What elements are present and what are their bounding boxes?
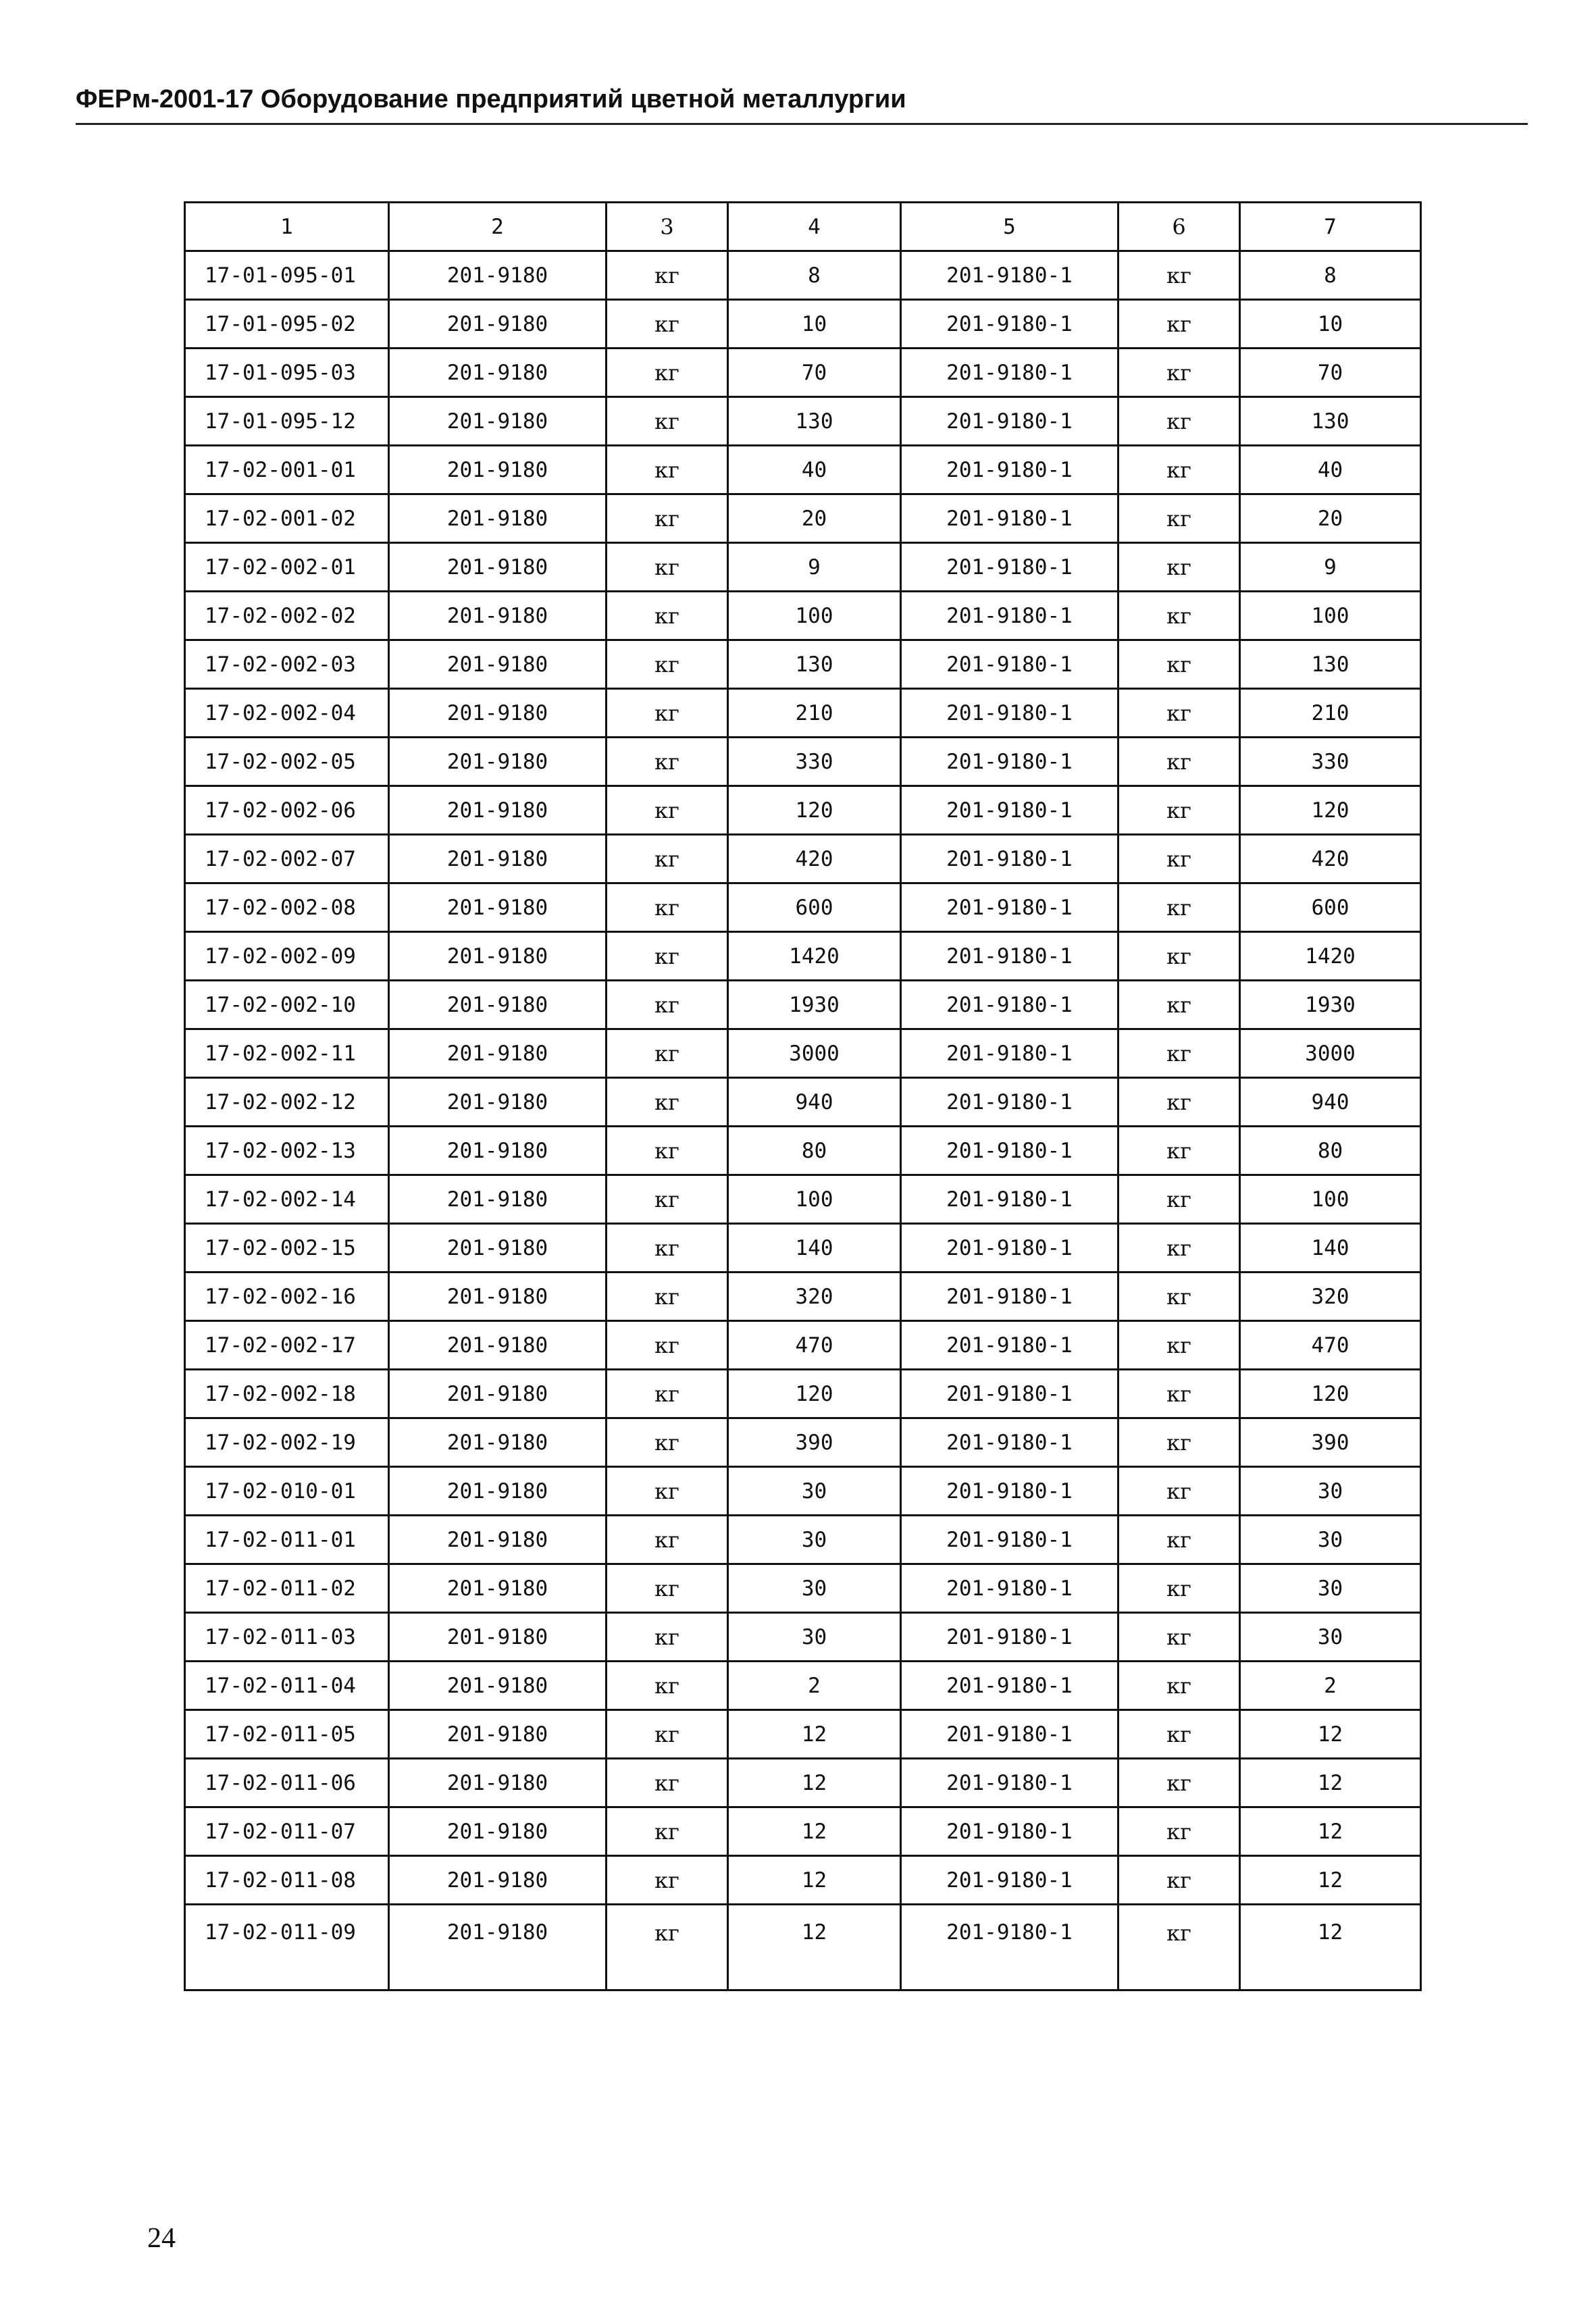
table-header-row [185, 203, 1421, 251]
new-quantity-cell: 390 [1240, 1418, 1421, 1467]
new-resource-code-cell: 201-9180-1 [901, 1564, 1118, 1613]
new-quantity-cell: 320 [1240, 1272, 1421, 1321]
cipher-cell: 17-02-011-03 [185, 1613, 389, 1662]
table-row [185, 981, 1421, 1029]
new-quantity-cell: 1930 [1240, 981, 1421, 1029]
table-row [185, 1759, 1421, 1807]
new-resource-code-cell: 201-9180-1 [901, 1029, 1118, 1078]
resource-code-cell: 201-9180 [389, 1856, 607, 1905]
new-quantity-cell: 30 [1240, 1613, 1421, 1662]
quantity-cell: 120 [728, 786, 901, 835]
table-row [185, 1078, 1421, 1127]
new-unit-cell: кг [1118, 738, 1240, 786]
new-quantity-cell: 130 [1240, 397, 1421, 446]
new-resource-code-cell: 201-9180-1 [901, 932, 1118, 981]
column-header-1: 1 [185, 203, 389, 251]
new-resource-code-cell: 201-9180-1 [901, 494, 1118, 543]
table-row [185, 300, 1421, 349]
resource-code-cell: 201-9180 [389, 883, 607, 932]
unit-cell: кг [607, 932, 728, 981]
new-quantity-cell: 12 [1240, 1807, 1421, 1856]
unit-cell: кг [607, 1321, 728, 1370]
table-row [185, 1613, 1421, 1662]
table-row [185, 349, 1421, 397]
new-resource-code-cell: 201-9180-1 [901, 1662, 1118, 1710]
cipher-cell: 17-02-002-05 [185, 738, 389, 786]
unit-cell: кг [607, 1127, 728, 1175]
table-row [185, 1807, 1421, 1856]
column-header-3: 3 [607, 203, 728, 251]
quantity-cell: 12 [728, 1905, 901, 1990]
cipher-cell: 17-02-002-17 [185, 1321, 389, 1370]
quantity-cell: 140 [728, 1224, 901, 1272]
resource-table [184, 201, 1422, 1991]
quantity-cell: 12 [728, 1807, 901, 1856]
unit-cell: кг [607, 1272, 728, 1321]
new-quantity-cell: 420 [1240, 835, 1421, 883]
new-quantity-cell: 600 [1240, 883, 1421, 932]
cipher-cell: 17-02-002-19 [185, 1418, 389, 1467]
new-resource-code-cell: 201-9180-1 [901, 1224, 1118, 1272]
new-resource-code-cell: 201-9180-1 [901, 1856, 1118, 1905]
unit-cell: кг [607, 1759, 728, 1807]
table-row [185, 1272, 1421, 1321]
unit-cell: кг [607, 1175, 728, 1224]
new-resource-code-cell: 201-9180-1 [901, 786, 1118, 835]
cipher-cell: 17-02-002-11 [185, 1029, 389, 1078]
new-resource-code-cell: 201-9180-1 [901, 640, 1118, 689]
table-row [185, 1710, 1421, 1759]
new-quantity-cell: 30 [1240, 1467, 1421, 1516]
cipher-cell: 17-02-001-02 [185, 494, 389, 543]
table-row [185, 251, 1421, 300]
resource-code-cell: 201-9180 [389, 300, 607, 349]
table-row [185, 1662, 1421, 1710]
resource-code-cell: 201-9180 [389, 1224, 607, 1272]
resource-code-cell: 201-9180 [389, 1418, 607, 1467]
resource-code-cell: 201-9180 [389, 251, 607, 300]
new-unit-cell: кг [1118, 543, 1240, 592]
new-resource-code-cell: 201-9180-1 [901, 1321, 1118, 1370]
unit-cell: кг [607, 1710, 728, 1759]
unit-cell: кг [607, 1905, 728, 1990]
new-resource-code-cell: 201-9180-1 [901, 1759, 1118, 1807]
table-row [185, 1321, 1421, 1370]
new-quantity-cell: 140 [1240, 1224, 1421, 1272]
table-row [185, 883, 1421, 932]
unit-cell: кг [607, 1662, 728, 1710]
unit-cell: кг [607, 738, 728, 786]
column-header-4: 4 [728, 203, 901, 251]
resource-code-cell: 201-9180 [389, 1905, 607, 1990]
resource-code-cell: 201-9180 [389, 1710, 607, 1759]
new-unit-cell: кг [1118, 300, 1240, 349]
resource-code-cell: 201-9180 [389, 1807, 607, 1856]
new-resource-code-cell: 201-9180-1 [901, 592, 1118, 640]
cipher-cell: 17-02-011-04 [185, 1662, 389, 1710]
table-row [185, 1127, 1421, 1175]
column-header-5: 5 [901, 203, 1118, 251]
unit-cell: кг [607, 786, 728, 835]
new-quantity-cell: 12 [1240, 1710, 1421, 1759]
table-row [185, 640, 1421, 689]
quantity-cell: 8 [728, 251, 901, 300]
unit-cell: кг [607, 1516, 728, 1564]
table-row [185, 738, 1421, 786]
quantity-cell: 320 [728, 1272, 901, 1321]
new-unit-cell: кг [1118, 883, 1240, 932]
quantity-cell: 120 [728, 1370, 901, 1418]
new-resource-code-cell: 201-9180-1 [901, 1418, 1118, 1467]
resource-code-cell: 201-9180 [389, 494, 607, 543]
quantity-cell: 3000 [728, 1029, 901, 1078]
new-unit-cell: кг [1118, 1856, 1240, 1905]
unit-cell: кг [607, 1224, 728, 1272]
resource-code-cell: 201-9180 [389, 543, 607, 592]
new-resource-code-cell: 201-9180-1 [901, 835, 1118, 883]
new-unit-cell: кг [1118, 1710, 1240, 1759]
quantity-cell: 30 [728, 1516, 901, 1564]
new-unit-cell: кг [1118, 640, 1240, 689]
new-resource-code-cell: 201-9180-1 [901, 397, 1118, 446]
cipher-cell: 17-02-002-18 [185, 1370, 389, 1418]
table-row [185, 1905, 1421, 1990]
new-resource-code-cell: 201-9180-1 [901, 981, 1118, 1029]
cipher-cell: 17-02-002-04 [185, 689, 389, 738]
cipher-cell: 17-02-002-10 [185, 981, 389, 1029]
table-row [185, 1370, 1421, 1418]
new-unit-cell: кг [1118, 1272, 1240, 1321]
resource-code-cell: 201-9180 [389, 1175, 607, 1224]
cipher-cell: 17-02-002-06 [185, 786, 389, 835]
new-unit-cell: кг [1118, 1321, 1240, 1370]
unit-cell: кг [607, 835, 728, 883]
new-resource-code-cell: 201-9180-1 [901, 543, 1118, 592]
cipher-cell: 17-02-011-09 [185, 1905, 389, 1990]
quantity-cell: 100 [728, 592, 901, 640]
new-unit-cell: кг [1118, 689, 1240, 738]
resource-code-cell: 201-9180 [389, 1321, 607, 1370]
unit-cell: кг [607, 883, 728, 932]
table-row [185, 1175, 1421, 1224]
new-resource-code-cell: 201-9180-1 [901, 1078, 1118, 1127]
table-row [185, 446, 1421, 494]
resource-code-cell: 201-9180 [389, 446, 607, 494]
quantity-cell: 1420 [728, 932, 901, 981]
unit-cell: кг [607, 1467, 728, 1516]
quantity-cell: 12 [728, 1759, 901, 1807]
table-row [185, 592, 1421, 640]
cipher-cell: 17-02-010-01 [185, 1467, 389, 1516]
table-row [185, 494, 1421, 543]
new-unit-cell: кг [1118, 1759, 1240, 1807]
new-unit-cell: кг [1118, 1418, 1240, 1467]
quantity-cell: 30 [728, 1564, 901, 1613]
new-resource-code-cell: 201-9180-1 [901, 1467, 1118, 1516]
quantity-cell: 130 [728, 640, 901, 689]
unit-cell: кг [607, 1807, 728, 1856]
new-unit-cell: кг [1118, 932, 1240, 981]
unit-cell: кг [607, 689, 728, 738]
table-row [185, 1029, 1421, 1078]
new-quantity-cell: 470 [1240, 1321, 1421, 1370]
cipher-cell: 17-02-002-12 [185, 1078, 389, 1127]
new-resource-code-cell: 201-9180-1 [901, 738, 1118, 786]
unit-cell: кг [607, 1078, 728, 1127]
new-unit-cell: кг [1118, 446, 1240, 494]
cipher-cell: 17-02-002-13 [185, 1127, 389, 1175]
table-row [185, 1516, 1421, 1564]
unit-cell: кг [607, 397, 728, 446]
new-resource-code-cell: 201-9180-1 [901, 1175, 1118, 1224]
new-unit-cell: кг [1118, 1467, 1240, 1516]
new-quantity-cell: 12 [1240, 1905, 1421, 1990]
unit-cell: кг [607, 981, 728, 1029]
new-resource-code-cell: 201-9180-1 [901, 689, 1118, 738]
unit-cell: кг [607, 1418, 728, 1467]
table-row [185, 1856, 1421, 1905]
resource-code-cell: 201-9180 [389, 397, 607, 446]
new-unit-cell: кг [1118, 494, 1240, 543]
cipher-cell: 17-02-002-03 [185, 640, 389, 689]
unit-cell: кг [607, 494, 728, 543]
page-header-title: ФЕРм-2001-17 Оборудование предприятий цветной металлургии [76, 85, 906, 113]
new-resource-code-cell: 201-9180-1 [901, 1613, 1118, 1662]
new-unit-cell: кг [1118, 1175, 1240, 1224]
quantity-cell: 2 [728, 1662, 901, 1710]
cipher-cell: 17-02-011-05 [185, 1710, 389, 1759]
table-row [185, 397, 1421, 446]
new-quantity-cell: 40 [1240, 446, 1421, 494]
quantity-cell: 470 [728, 1321, 901, 1370]
quantity-cell: 210 [728, 689, 901, 738]
resource-code-cell: 201-9180 [389, 349, 607, 397]
quantity-cell: 130 [728, 397, 901, 446]
new-unit-cell: кг [1118, 1029, 1240, 1078]
unit-cell: кг [607, 251, 728, 300]
new-resource-code-cell: 201-9180-1 [901, 883, 1118, 932]
table-body [185, 203, 1421, 1990]
quantity-cell: 12 [728, 1856, 901, 1905]
unit-cell: кг [607, 592, 728, 640]
new-quantity-cell: 12 [1240, 1856, 1421, 1905]
quantity-cell: 12 [728, 1710, 901, 1759]
new-quantity-cell: 80 [1240, 1127, 1421, 1175]
cipher-cell: 17-02-002-16 [185, 1272, 389, 1321]
new-resource-code-cell: 201-9180-1 [901, 1272, 1118, 1321]
cipher-cell: 17-02-011-07 [185, 1807, 389, 1856]
column-header-6: 6 [1118, 203, 1240, 251]
table-row [185, 543, 1421, 592]
cipher-cell: 17-02-011-08 [185, 1856, 389, 1905]
table-row [185, 1224, 1421, 1272]
table-row [185, 835, 1421, 883]
new-quantity-cell: 12 [1240, 1759, 1421, 1807]
new-unit-cell: кг [1118, 981, 1240, 1029]
new-quantity-cell: 100 [1240, 1175, 1421, 1224]
resource-code-cell: 201-9180 [389, 932, 607, 981]
new-resource-code-cell: 201-9180-1 [901, 1370, 1118, 1418]
new-unit-cell: кг [1118, 397, 1240, 446]
resource-code-cell: 201-9180 [389, 689, 607, 738]
quantity-cell: 70 [728, 349, 901, 397]
new-resource-code-cell: 201-9180-1 [901, 1127, 1118, 1175]
cipher-cell: 17-02-001-01 [185, 446, 389, 494]
cipher-cell: 17-02-002-07 [185, 835, 389, 883]
resource-code-cell: 201-9180 [389, 1759, 607, 1807]
new-unit-cell: кг [1118, 349, 1240, 397]
cipher-cell: 17-02-011-01 [185, 1516, 389, 1564]
column-header-2: 2 [389, 203, 607, 251]
new-unit-cell: кг [1118, 835, 1240, 883]
unit-cell: кг [607, 1613, 728, 1662]
resource-code-cell: 201-9180 [389, 1467, 607, 1516]
new-unit-cell: кг [1118, 592, 1240, 640]
resource-code-cell: 201-9180 [389, 592, 607, 640]
new-unit-cell: кг [1118, 1224, 1240, 1272]
new-resource-code-cell: 201-9180-1 [901, 1807, 1118, 1856]
cipher-cell: 17-01-095-12 [185, 397, 389, 446]
new-quantity-cell: 2 [1240, 1662, 1421, 1710]
table-row [185, 786, 1421, 835]
new-resource-code-cell: 201-9180-1 [901, 1710, 1118, 1759]
new-unit-cell: кг [1118, 786, 1240, 835]
new-unit-cell: кг [1118, 1807, 1240, 1856]
column-header-7: 7 [1240, 203, 1421, 251]
new-quantity-cell: 20 [1240, 494, 1421, 543]
new-quantity-cell: 100 [1240, 592, 1421, 640]
table-row [185, 1467, 1421, 1516]
unit-cell: кг [607, 349, 728, 397]
resource-code-cell: 201-9180 [389, 1613, 607, 1662]
quantity-cell: 1930 [728, 981, 901, 1029]
resource-code-cell: 201-9180 [389, 640, 607, 689]
new-quantity-cell: 70 [1240, 349, 1421, 397]
new-quantity-cell: 30 [1240, 1564, 1421, 1613]
header-rule [76, 123, 1528, 125]
table-row [185, 932, 1421, 981]
quantity-cell: 600 [728, 883, 901, 932]
new-unit-cell: кг [1118, 1564, 1240, 1613]
new-quantity-cell: 8 [1240, 251, 1421, 300]
quantity-cell: 330 [728, 738, 901, 786]
quantity-cell: 40 [728, 446, 901, 494]
new-quantity-cell: 9 [1240, 543, 1421, 592]
new-quantity-cell: 10 [1240, 300, 1421, 349]
resource-code-cell: 201-9180 [389, 1516, 607, 1564]
quantity-cell: 30 [728, 1613, 901, 1662]
quantity-cell: 80 [728, 1127, 901, 1175]
new-quantity-cell: 1420 [1240, 932, 1421, 981]
quantity-cell: 100 [728, 1175, 901, 1224]
new-quantity-cell: 940 [1240, 1078, 1421, 1127]
unit-cell: кг [607, 640, 728, 689]
unit-cell: кг [607, 446, 728, 494]
new-resource-code-cell: 201-9180-1 [901, 251, 1118, 300]
resource-code-cell: 201-9180 [389, 835, 607, 883]
new-quantity-cell: 330 [1240, 738, 1421, 786]
new-unit-cell: кг [1118, 1613, 1240, 1662]
new-unit-cell: кг [1118, 1905, 1240, 1990]
unit-cell: кг [607, 1370, 728, 1418]
cipher-cell: 17-02-002-09 [185, 932, 389, 981]
quantity-cell: 420 [728, 835, 901, 883]
cipher-cell: 17-01-095-02 [185, 300, 389, 349]
new-unit-cell: кг [1118, 1370, 1240, 1418]
new-resource-code-cell: 201-9180-1 [901, 1516, 1118, 1564]
unit-cell: кг [607, 1564, 728, 1613]
unit-cell: кг [607, 1856, 728, 1905]
quantity-cell: 9 [728, 543, 901, 592]
cipher-cell: 17-02-002-15 [185, 1224, 389, 1272]
new-unit-cell: кг [1118, 251, 1240, 300]
new-quantity-cell: 3000 [1240, 1029, 1421, 1078]
resource-code-cell: 201-9180 [389, 738, 607, 786]
resource-code-cell: 201-9180 [389, 1272, 607, 1321]
new-unit-cell: кг [1118, 1127, 1240, 1175]
cipher-cell: 17-02-011-06 [185, 1759, 389, 1807]
new-quantity-cell: 120 [1240, 1370, 1421, 1418]
new-quantity-cell: 120 [1240, 786, 1421, 835]
resource-code-cell: 201-9180 [389, 1662, 607, 1710]
cipher-cell: 17-01-095-01 [185, 251, 389, 300]
resource-code-cell: 201-9180 [389, 1564, 607, 1613]
new-quantity-cell: 130 [1240, 640, 1421, 689]
new-resource-code-cell: 201-9180-1 [901, 1905, 1118, 1990]
resource-code-cell: 201-9180 [389, 1370, 607, 1418]
unit-cell: кг [607, 300, 728, 349]
quantity-cell: 390 [728, 1418, 901, 1467]
new-quantity-cell: 210 [1240, 689, 1421, 738]
resource-code-cell: 201-9180 [389, 981, 607, 1029]
cipher-cell: 17-02-002-14 [185, 1175, 389, 1224]
quantity-cell: 10 [728, 300, 901, 349]
unit-cell: кг [607, 543, 728, 592]
quantity-cell: 20 [728, 494, 901, 543]
page-number: 24 [147, 2223, 176, 2254]
new-resource-code-cell: 201-9180-1 [901, 300, 1118, 349]
cipher-cell: 17-02-002-08 [185, 883, 389, 932]
unit-cell: кг [607, 1029, 728, 1078]
new-unit-cell: кг [1118, 1516, 1240, 1564]
quantity-cell: 30 [728, 1467, 901, 1516]
new-unit-cell: кг [1118, 1662, 1240, 1710]
table-row [185, 1564, 1421, 1613]
table-row [185, 689, 1421, 738]
cipher-cell: 17-02-011-02 [185, 1564, 389, 1613]
new-resource-code-cell: 201-9180-1 [901, 446, 1118, 494]
new-quantity-cell: 30 [1240, 1516, 1421, 1564]
resource-code-cell: 201-9180 [389, 1078, 607, 1127]
resource-code-cell: 201-9180 [389, 786, 607, 835]
cipher-cell: 17-01-095-03 [185, 349, 389, 397]
resource-code-cell: 201-9180 [389, 1029, 607, 1078]
new-unit-cell: кг [1118, 1078, 1240, 1127]
cipher-cell: 17-02-002-02 [185, 592, 389, 640]
resource-code-cell: 201-9180 [389, 1127, 607, 1175]
table-row [185, 1418, 1421, 1467]
cipher-cell: 17-02-002-01 [185, 543, 389, 592]
quantity-cell: 940 [728, 1078, 901, 1127]
new-resource-code-cell: 201-9180-1 [901, 349, 1118, 397]
